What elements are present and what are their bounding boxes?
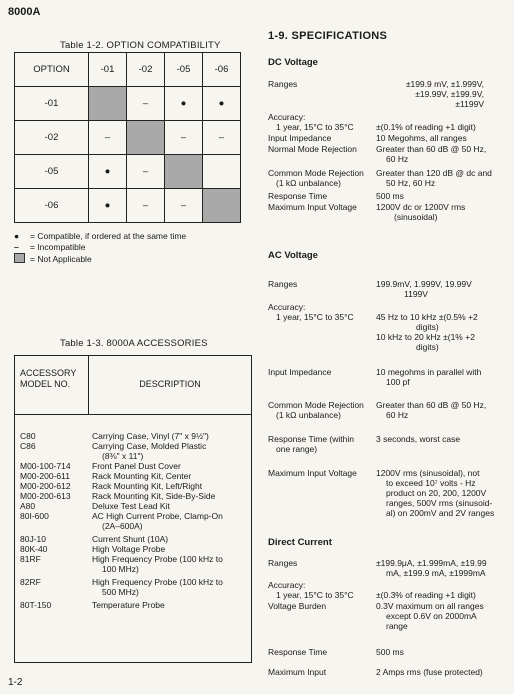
description-cell: Deluxe Test Lead Kit xyxy=(92,501,170,511)
document-id: 8000A xyxy=(8,6,41,18)
idc-accuracy-value: ±(0.3% of reading +1 digit) xyxy=(376,590,476,600)
table-1-2-caption: Table 1-2. OPTION COMPATIBILITY xyxy=(60,40,221,51)
idc-max-input-value: 2 Amps rms (fuse protected) xyxy=(376,667,483,677)
dc-nmr-label: Normal Mode Rejection xyxy=(268,144,357,154)
value-line: ±19.99V, ±199.9V, xyxy=(415,89,484,99)
direct-current-heading: Direct Current xyxy=(268,537,332,548)
ac-cmr-value xyxy=(376,400,486,420)
description-cell: High Voltage Probe xyxy=(92,544,166,554)
description-cell: 500 MHz) xyxy=(102,587,139,597)
model-cell xyxy=(20,451,92,461)
legend-not-applicable: = Not Applicable xyxy=(30,254,92,264)
accessories-rows xyxy=(20,431,252,610)
page-number: 1-2 xyxy=(8,677,23,688)
description-cell: Rack Mounting Kit, Side-By-Side xyxy=(92,491,216,501)
description-cell: Rack Mounting Kit, Left/Right xyxy=(92,481,203,491)
model-cell: 82RF xyxy=(20,577,41,587)
table-cell: – xyxy=(127,155,165,189)
table-row xyxy=(20,481,252,491)
table-row xyxy=(20,554,252,564)
dc-ranges-label: Ranges xyxy=(268,79,298,89)
table-row xyxy=(20,600,252,610)
ac-max-input-label: Maximum Input Voltage xyxy=(268,468,357,478)
idc-response-value: 500 ms xyxy=(376,647,404,657)
value-line: 100 pf xyxy=(386,377,410,387)
table-row xyxy=(20,441,252,451)
ac-voltage-heading: AC Voltage xyxy=(268,250,318,261)
table-row xyxy=(20,577,252,587)
dc-accuracy-value: ±(0.1% of reading +1 digit) xyxy=(376,122,476,132)
dc-nmr-value xyxy=(376,144,486,164)
value-line: al) on 200mV and 2V ranges xyxy=(386,508,495,518)
column-divider xyxy=(88,355,89,415)
description-cell: High Frequency Probe (100 kHz to xyxy=(92,577,223,587)
value-line: product on 20, 200, 1200V xyxy=(386,488,487,498)
row-header: -06 xyxy=(15,189,89,223)
not-applicable-swatch-icon xyxy=(14,253,25,263)
table-cell: ● xyxy=(89,189,127,223)
table-row xyxy=(20,461,252,471)
idc-max-input-label: Maximum Input xyxy=(268,667,327,677)
dc-cmr-label: Common Mode Rejection xyxy=(268,168,364,178)
model-cell: M00-200-612 xyxy=(20,481,71,491)
idc-ranges-label: Ranges xyxy=(268,558,298,568)
compatibility-legend xyxy=(14,231,186,266)
dc-input-impedance-label: Input Impedance xyxy=(268,133,332,143)
ac-cmr-sub: (1 kΩ unbalance) xyxy=(276,410,341,420)
table-cell xyxy=(203,155,241,189)
description-cell: High Frequency Probe (100 kHz to xyxy=(92,554,223,564)
row-header: -02 xyxy=(15,121,89,155)
ac-accuracy-label: Accuracy: xyxy=(268,302,306,312)
description-column-header: DESCRIPTION xyxy=(139,379,201,389)
dc-input-impedance-value: 10 Megohms, all ranges xyxy=(376,133,467,143)
ac-response-sub: one range) xyxy=(276,444,318,454)
idc-burden-label: Voltage Burden xyxy=(268,601,327,611)
table-cell: ● xyxy=(89,155,127,189)
not-applicable-cell xyxy=(89,87,127,121)
dc-voltage-heading: DC Voltage xyxy=(268,57,318,68)
dc-accuracy-sub: 1 year, 15°C to 35°C xyxy=(276,122,354,132)
table-cell: – xyxy=(127,189,165,223)
value-line: digits) xyxy=(416,342,439,352)
idc-accuracy-sub: 1 year, 15°C to 35°C xyxy=(276,590,354,600)
dc-max-input-value xyxy=(376,202,465,222)
model-cell xyxy=(20,587,92,597)
table-row xyxy=(20,587,252,597)
description-cell: (8⅜" x 11") xyxy=(102,451,144,461)
row-header: -01 xyxy=(15,87,89,121)
value-line: ±199.9μA, ±1.999mA, ±19.99 xyxy=(376,558,487,568)
idc-accuracy-label: Accuracy: xyxy=(268,580,306,590)
dc-max-input-label: Maximum Input Voltage xyxy=(268,202,357,212)
option-compatibility-table xyxy=(14,52,241,223)
value-line: 0.3V maximum on all ranges xyxy=(376,601,484,611)
description-cell: AC High Current Probe, Clamp-On xyxy=(92,511,223,521)
dc-response-label: Response Time xyxy=(268,191,328,201)
value-line: 10 megohms in parallel with xyxy=(376,367,482,377)
ac-input-impedance-label: Input Impedance xyxy=(268,367,332,377)
header-divider xyxy=(14,414,252,415)
model-column-header: ACCESSORY MODEL NO. xyxy=(20,368,77,389)
table-cell: – xyxy=(127,87,165,121)
description-cell: Temperature Probe xyxy=(92,600,165,610)
model-cell: M00-200-613 xyxy=(20,491,71,501)
not-applicable-cell xyxy=(165,155,203,189)
value-line: to exceed 10⁷ volts - Hz xyxy=(386,478,476,488)
legend-incompatible: = Incompatible xyxy=(30,242,86,252)
value-line: digits) xyxy=(416,322,439,332)
description-cell: Rack Mounting Kit, Center xyxy=(92,471,192,481)
table-corner: OPTION xyxy=(15,53,89,87)
table-row xyxy=(20,491,252,501)
table-cell: – xyxy=(89,121,127,155)
row-header: -05 xyxy=(15,155,89,189)
value-line: 199.9mV, 1.999V, 19.99V xyxy=(376,279,472,289)
model-cell: 80J-10 xyxy=(20,534,46,544)
value-line: 45 Hz to 10 kHz ±(0.5% +2 xyxy=(376,312,478,322)
table-cell: – xyxy=(165,121,203,155)
table-row xyxy=(20,564,252,574)
table-row xyxy=(20,471,252,481)
column-header: -05 xyxy=(165,53,203,87)
legend-compatible: = Compatible, if ordered at the same time xyxy=(30,231,187,241)
model-cell: A80 xyxy=(20,501,36,511)
incompatible-symbol: – xyxy=(14,242,19,252)
value-line: 60 Hz xyxy=(386,410,409,420)
ac-response-label: Response Time (within xyxy=(268,434,354,444)
model-cell: 80I-600 xyxy=(20,511,49,521)
compatible-symbol: ● xyxy=(14,231,20,241)
ac-cmr-label: Common Mode Rejection xyxy=(268,400,364,410)
column-header: -01 xyxy=(89,53,127,87)
value-line: ±199.9 mV, ±1.999V, xyxy=(405,79,484,89)
description-cell: Front Panel Dust Cover xyxy=(92,461,181,471)
table-row xyxy=(20,534,252,544)
ac-ranges-value xyxy=(376,279,472,299)
ac-ranges-label: Ranges xyxy=(268,279,298,289)
ac-accuracy-sub: 1 year, 15°C to 35°C xyxy=(276,312,354,322)
value-line: 60 Hz xyxy=(386,154,409,164)
section-title: 1-9. SPECIFICATIONS xyxy=(268,30,388,42)
table-row xyxy=(20,431,252,441)
description-cell: Carrying Case, Vinyl (7" x 9½") xyxy=(92,431,209,441)
table-row xyxy=(20,501,252,511)
dc-cmr-value xyxy=(376,168,492,188)
model-cell xyxy=(20,564,92,574)
value-line: (sinusoidal) xyxy=(394,212,438,222)
description-cell: 100 MHz) xyxy=(102,564,139,574)
dc-ranges-value xyxy=(376,79,506,109)
model-cell: 80T-150 xyxy=(20,600,52,610)
value-line: 1200V dc or 1200V rms xyxy=(376,202,466,212)
model-cell: M00-100-714 xyxy=(20,461,71,471)
table-row xyxy=(20,511,252,521)
ac-input-impedance-value xyxy=(376,367,481,387)
description-cell: (2A–600A) xyxy=(102,521,143,531)
ac-response-value: 3 seconds, worst case xyxy=(376,434,461,444)
table-cell: – xyxy=(165,189,203,223)
value-line: range xyxy=(386,621,408,631)
not-applicable-cell xyxy=(127,121,165,155)
table-cell: ● xyxy=(165,87,203,121)
idc-burden-value xyxy=(376,601,484,631)
description-cell: Current Shunt (10A) xyxy=(92,534,169,544)
model-cell: C86 xyxy=(20,441,36,451)
value-line: mA, ±199.9 mA, ±1999mA xyxy=(386,568,486,578)
idc-response-label: Response Time xyxy=(268,647,328,657)
table-1-3-caption: Table 1-3. 8000A ACCESSORIES xyxy=(60,338,208,349)
table-cell: ● xyxy=(203,87,241,121)
value-line: 10 kHz to 20 kHz ±(1% +2 xyxy=(376,332,475,342)
table-row xyxy=(20,451,252,461)
dc-accuracy-label: Accuracy: xyxy=(268,112,306,122)
value-line: 1200V rms (sinusoidal), not xyxy=(376,468,480,478)
value-line: ±1199V xyxy=(455,99,484,109)
dc-response-value: 500 ms xyxy=(376,191,404,201)
dc-cmr-sub: (1 kΩ unbalance) xyxy=(276,178,341,188)
idc-ranges-value xyxy=(376,558,487,578)
model-cell xyxy=(20,521,92,531)
value-line: 1199V xyxy=(404,289,428,299)
model-cell: 81RF xyxy=(20,554,41,564)
model-cell: M00-200-611 xyxy=(20,471,70,481)
column-header: -06 xyxy=(203,53,241,87)
value-line: Greater than 60 dB @ 50 Hz, xyxy=(376,144,487,154)
not-applicable-cell xyxy=(203,189,241,223)
value-line: except 0.6V on 2000mA xyxy=(386,611,477,621)
table-row xyxy=(20,544,252,554)
table-row xyxy=(20,521,252,531)
value-line: ranges, 500V rms (sinusoid- xyxy=(386,498,493,508)
value-line: Greater than 120 dB @ dc and xyxy=(376,168,492,178)
model-cell: C80 xyxy=(20,431,36,441)
ac-max-input-value xyxy=(376,468,494,518)
value-line: 50 Hz, 60 Hz xyxy=(386,178,436,188)
ac-accuracy-value xyxy=(376,312,478,352)
description-cell: Carrying Case, Molded Plastic xyxy=(92,441,207,451)
column-header: -02 xyxy=(127,53,165,87)
table-cell: – xyxy=(203,121,241,155)
value-line: Greater than 60 dB @ 50 Hz, xyxy=(376,400,487,410)
model-cell: 80K-40 xyxy=(20,544,48,554)
